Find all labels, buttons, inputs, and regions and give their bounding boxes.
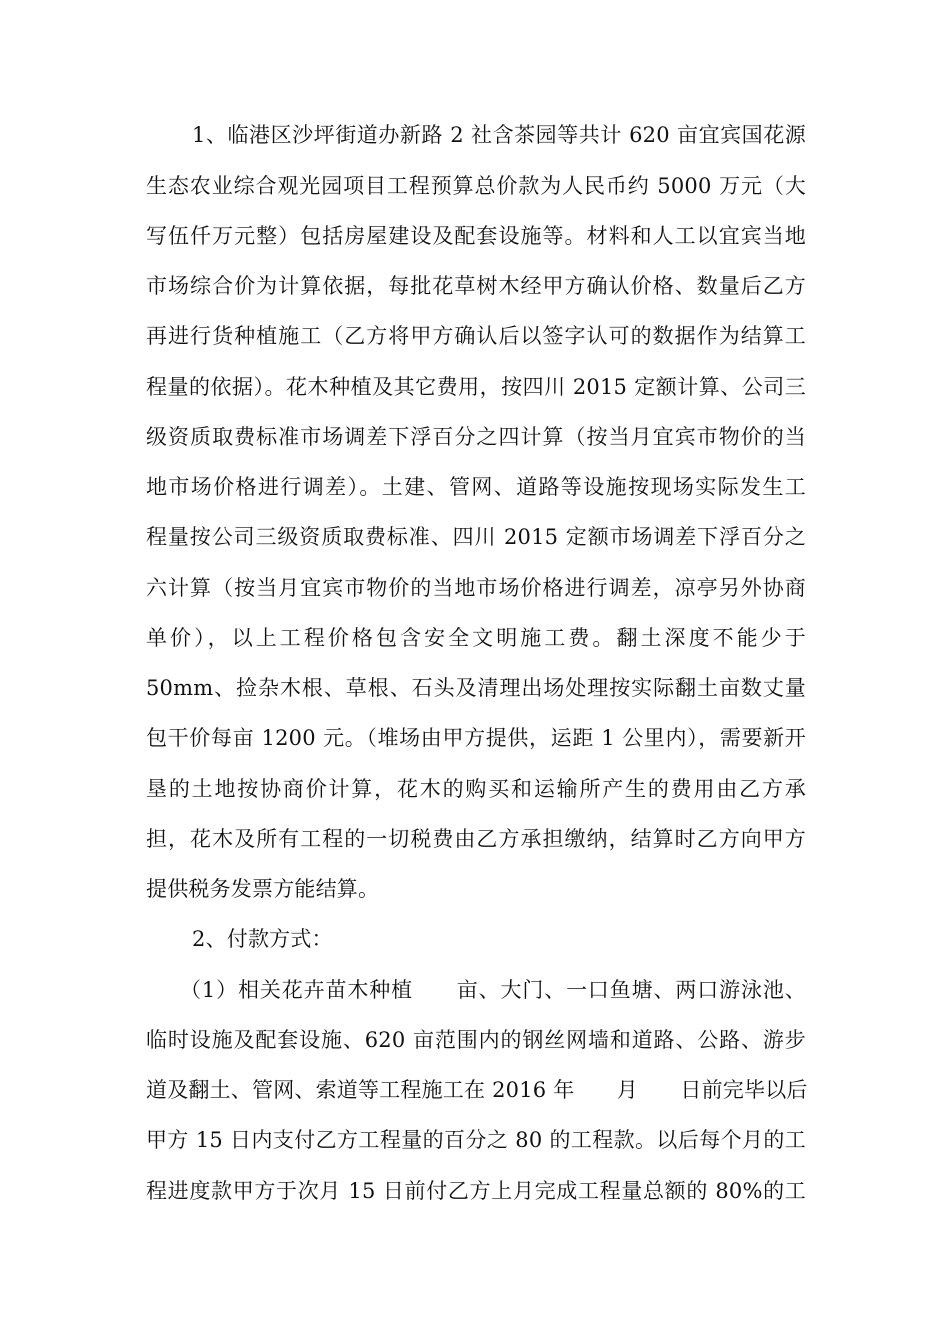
paragraph-2-line-2: 临时设施及配套设施、620 亩范围内的钢丝网墙和道路、公路、游步 <box>146 1028 806 1052</box>
contract-text <box>146 0 806 1344</box>
paragraph-1-line-15: 担，花木及所有工程的一切税费由乙方承担缴纳，结算时乙方向甲方 <box>146 827 806 851</box>
paragraph-1-line-14: 垦的土地按协商价计算，花木的购买和运输所产生的费用由乙方承 <box>146 777 806 801</box>
paragraph-1-line-12: 50mm、捡杂木根、草根、石头及清理出场处理按实际翻土亩数丈量 <box>146 676 806 700</box>
paragraph-2-line-4: 甲方 15 日内支付乙方工程量的百分之 80 的工程款。以后每个月的工 <box>146 1128 806 1152</box>
paragraph-2-line-1: （1）相关花卉苗木种植 亩、大门、一口鱼塘、两口游泳池、 <box>180 978 806 1002</box>
paragraph-2-line-5: 程进度款甲方于次月 15 日前付乙方上月完成工程量总额的 80%的工 <box>146 1179 806 1203</box>
paragraph-2-line-3: 道及翻土、管网、索道等工程施工在 2016 年 月 日前完毕以后 <box>146 1078 808 1102</box>
paragraph-1-line-5: 再进行货种植施工（乙方将甲方确认后以签字认可的数据作为结算工 <box>146 324 806 348</box>
paragraph-1-line-10: 六计算（按当月宜宾市物价的当地市场价格进行调差，凉亭另外协商 <box>146 576 806 600</box>
paragraph-1-line-13: 包干价每亩 1200 元。（堆场由甲方提供，运距 1 公里内），需要新开 <box>146 726 806 750</box>
paragraph-1-line-11: 单价），以上工程价格包含安全文明施工费。翻土深度不能少于 <box>146 626 806 650</box>
paragraph-1-line-7: 级资质取费标准市场调差下浮百分之四计算（按当月宜宾市物价的当 <box>146 425 806 449</box>
paragraph-1-line-8: 地市场价格进行调差）。土建、管网、道路等设施按现场实际发生工 <box>146 475 806 499</box>
paragraph-1-line-6: 程量的依据）。花木种植及其它费用，按四川 2015 定额计算、公司三 <box>146 375 806 399</box>
paragraph-1-line-1: 1、临港区沙坪街道办新路 2 社含茶园等共计 620 亩宜宾国花源 <box>192 123 806 147</box>
paragraph-1-line-16: 提供税务发票方能结算。 <box>146 877 380 901</box>
section-2-heading: 2、付款方式： <box>192 927 333 951</box>
paragraph-1-line-3: 写伍仟万元整）包括房屋建设及配套设施等。材料和人工以宜宾当地 <box>146 224 806 248</box>
paragraph-1-line-9: 程量按公司三级资质取费标准、四川 2015 定额市场调差下浮百分之 <box>146 525 806 549</box>
paragraph-1-line-2: 生态农业综合观光园项目工程预算总价款为人民币约 5000 万元（大 <box>146 174 806 198</box>
paragraph-1-line-4: 市场综合价为计算依据，每批花草树木经甲方确认价格、数量后乙方 <box>146 274 806 298</box>
